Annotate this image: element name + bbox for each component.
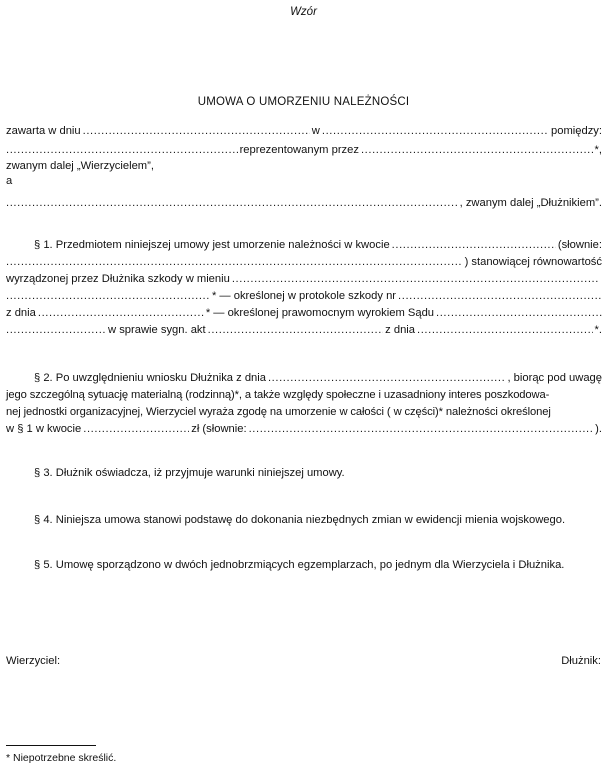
p2-end-label: ). [595, 423, 602, 435]
p5-text: § 5. Umowę sporządzono w dwóch jednobrzmiących egzemplarzach, po jednym dla Wierzyciela i Dłużnika. [34, 559, 565, 571]
p2-considering-label: , biorąc pod uwagę [507, 372, 602, 384]
intro-line-date-place [6, 125, 602, 138]
p1-line-5 [6, 307, 602, 320]
intro-date-label: zawarta w dniu [6, 125, 81, 137]
p1-case-label: w sprawie sygn. akt [108, 324, 206, 336]
p2-request-date-fill-field[interactable] [268, 372, 505, 385]
p1-line-2 [6, 256, 602, 269]
p1-case-number-fill-field[interactable] [208, 324, 384, 337]
p2-line-3: nej jednostki organizacyjnej, Wierzyciel wyraża zgodę na umorzenie w całości ( w części)* należności określonej [6, 406, 551, 418]
document-template-label: Wzór [290, 6, 317, 18]
p1-protocol-date-fill-field[interactable] [38, 307, 204, 320]
p1-equivalent-label: ) stanowiącej równowartość [464, 256, 602, 268]
p1-protocol-number-fill-field[interactable] [398, 290, 602, 303]
p1-line-3 [6, 273, 602, 286]
p1-case-date-fill-field[interactable] [417, 324, 593, 337]
debtor-signature-label: Dłużnik: [561, 655, 601, 667]
creditor-signature-label: Wierzyciel: [6, 655, 61, 667]
p1-date-label: z dnia [6, 307, 36, 319]
intro-represented-end: *, [594, 144, 602, 156]
p2-line-1 [6, 372, 602, 385]
representative-fill-field[interactable] [361, 144, 593, 157]
p1-court-fill-field[interactable] [436, 307, 602, 320]
intro-place-label: w [311, 125, 320, 137]
p2-amount-words-fill-field[interactable] [249, 423, 594, 436]
p2-words-label: zł (słownie: [191, 423, 247, 435]
p1-protocol-label: * — określonej w protokole szkody nr [211, 290, 397, 302]
p2-amount-label: w § 1 w kwocie [6, 423, 82, 435]
p1-amount-label: § 1. Przedmiotem niniejszej umowy jest umorzenie należności w kwocie [34, 239, 390, 251]
intro-debtor-label: , zwanym dalej „Dłużnikiem”. [459, 197, 602, 209]
p1-amount-fill-field[interactable] [392, 239, 556, 252]
p1-damage-label: wyrządzonej przez Dłużnika szkody w mieniu [6, 273, 230, 285]
document-title: UMOWA O UMORZENIU NALEŻNOŚCI [197, 96, 410, 108]
p2-amount-fill-field[interactable] [83, 423, 189, 436]
p1-case-date-label: z dnia [385, 324, 415, 336]
footnote-divider [6, 745, 96, 746]
intro-line-debtor [6, 197, 602, 210]
p1-line-4 [6, 290, 602, 303]
p2-line-4 [6, 423, 602, 436]
creditor-name-fill-field[interactable] [6, 144, 238, 157]
p1-amount-words-fill-field[interactable] [6, 256, 463, 269]
p2-line-2: jego szczególną sytuację materialną (rodzinną)*, a także względy społeczne i uzasadniony interes poszkodowa- [6, 389, 550, 401]
p1-property-fill-field[interactable] [232, 273, 600, 286]
p1-line-1 [6, 239, 602, 252]
p3-text: § 3. Dłużnik oświadcza, iż przyjmuje warunki niniejszej umowy. [34, 467, 345, 479]
date-fill-field[interactable] [83, 125, 310, 138]
p1-end-label: *. [594, 324, 602, 336]
intro-and-label: a [6, 175, 13, 187]
p4-text: § 4. Niniejsza umowa stanowi podstawę do dokonania niezbędnych zmian w ewidencji mienia wojskowego. [34, 514, 566, 526]
debtor-name-fill-field[interactable] [6, 197, 458, 210]
intro-represented-label: reprezentowanym przez [239, 144, 359, 156]
intro-creditor-label: zwanym dalej „Wierzycielem”, [6, 160, 154, 172]
p1-words-label: (słownie: [557, 239, 602, 251]
p1-line-6 [6, 324, 602, 337]
p1-judgment-label: * — określonej prawomocnym wyrokiem Sądu [205, 307, 435, 319]
p2-request-label: § 2. Po uwzględnieniu wniosku Dłużnika z dnia [34, 372, 266, 384]
footnote-text: * Niepotrzebne skreślić. [6, 752, 117, 764]
intro-between-label: pomiędzy: [551, 125, 602, 137]
place-fill-field[interactable] [322, 125, 549, 138]
p1-property-continued-fill-field[interactable] [6, 290, 210, 303]
p1-court-continued-fill-field[interactable] [6, 324, 106, 337]
intro-line-creditor [6, 144, 602, 157]
